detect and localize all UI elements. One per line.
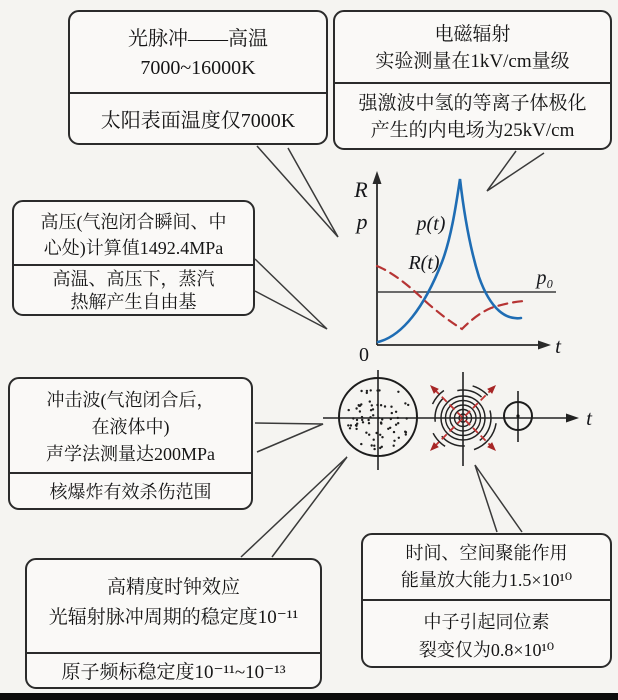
y-axis-arrowhead-icon xyxy=(373,171,382,184)
box-text-line: 原子频标稳定度10⁻¹¹~10⁻¹³ xyxy=(61,662,286,683)
pressure-curve xyxy=(378,179,521,342)
box-text-line: 太阳表面温度仅7000K xyxy=(100,110,296,132)
box-text-line: 高精度时钟效应 xyxy=(106,577,240,598)
x-axis-arrowhead-icon xyxy=(538,341,551,350)
callout-wedge-light-pulse xyxy=(257,146,338,237)
box-text-line: 在液体中) xyxy=(91,417,170,437)
rp-time-graph xyxy=(353,171,562,366)
radius-curve-label: R(t) xyxy=(408,252,440,274)
box-text-line: 高温、高压下，蒸汽 xyxy=(52,269,215,289)
box-text-line: 中子引起同位素 xyxy=(423,612,550,632)
box-text-line: 光辐射脉冲周期的稳定度10⁻¹¹ xyxy=(48,607,299,628)
box-text-line: 裂变仅为0.8×10¹⁰ xyxy=(418,640,555,660)
bubble-small-center-dot xyxy=(516,414,519,417)
bubble-axis-arrowhead-icon xyxy=(566,414,579,423)
box-text-line: 心处)计算值1492.4MPa xyxy=(43,238,224,258)
box-text-line: 产生的内电场为25kV/cm xyxy=(370,120,575,141)
callout-wedge-em-radiation xyxy=(487,151,544,191)
x-axis-label-t: t xyxy=(555,334,561,358)
box-text-line: 电磁辐射 xyxy=(434,24,511,45)
box-text-line: 冲击波(气泡闭合后， xyxy=(46,390,215,410)
callout-wedge-high-pressure xyxy=(255,259,327,329)
box-text-line: 强激波中氢的等离子体极化 xyxy=(358,93,587,114)
box-text-line: 热解产生自由基 xyxy=(70,292,197,312)
y-axis-label-R: R xyxy=(354,177,368,202)
origin-label: 0 xyxy=(359,344,369,366)
bubble-axis-label-t: t xyxy=(586,406,592,430)
box-text-line: 实验测量在1kV/cm量级 xyxy=(375,51,570,72)
radius-curve xyxy=(377,266,524,329)
box-text-line: 声学法测量达200MPa xyxy=(45,444,215,464)
box-text-line: 高压(气泡闭合瞬间、中 xyxy=(40,212,227,232)
callout-wedge-energy-focus xyxy=(475,465,522,532)
p0-label: p₀ xyxy=(536,267,554,289)
box-text-line: 7000~16000K xyxy=(140,57,256,79)
box-text-line: 核爆炸有效杀伤范围 xyxy=(49,482,212,502)
bubble-timeline xyxy=(323,370,593,470)
box-text-line: 时间、空间聚能作用 xyxy=(405,543,568,563)
box-text-line: 能量放大能力1.5×10¹⁰ xyxy=(400,570,573,590)
callout-wedge-shock-wave xyxy=(255,423,323,452)
callout-wedge-clock-effect xyxy=(241,457,347,557)
box-text-line: 光脉冲——高温 xyxy=(128,28,268,50)
y-axis-label-p: p xyxy=(356,209,368,234)
bottom-border-bar xyxy=(0,693,618,700)
pressure-curve-label: p(t) xyxy=(416,213,446,235)
